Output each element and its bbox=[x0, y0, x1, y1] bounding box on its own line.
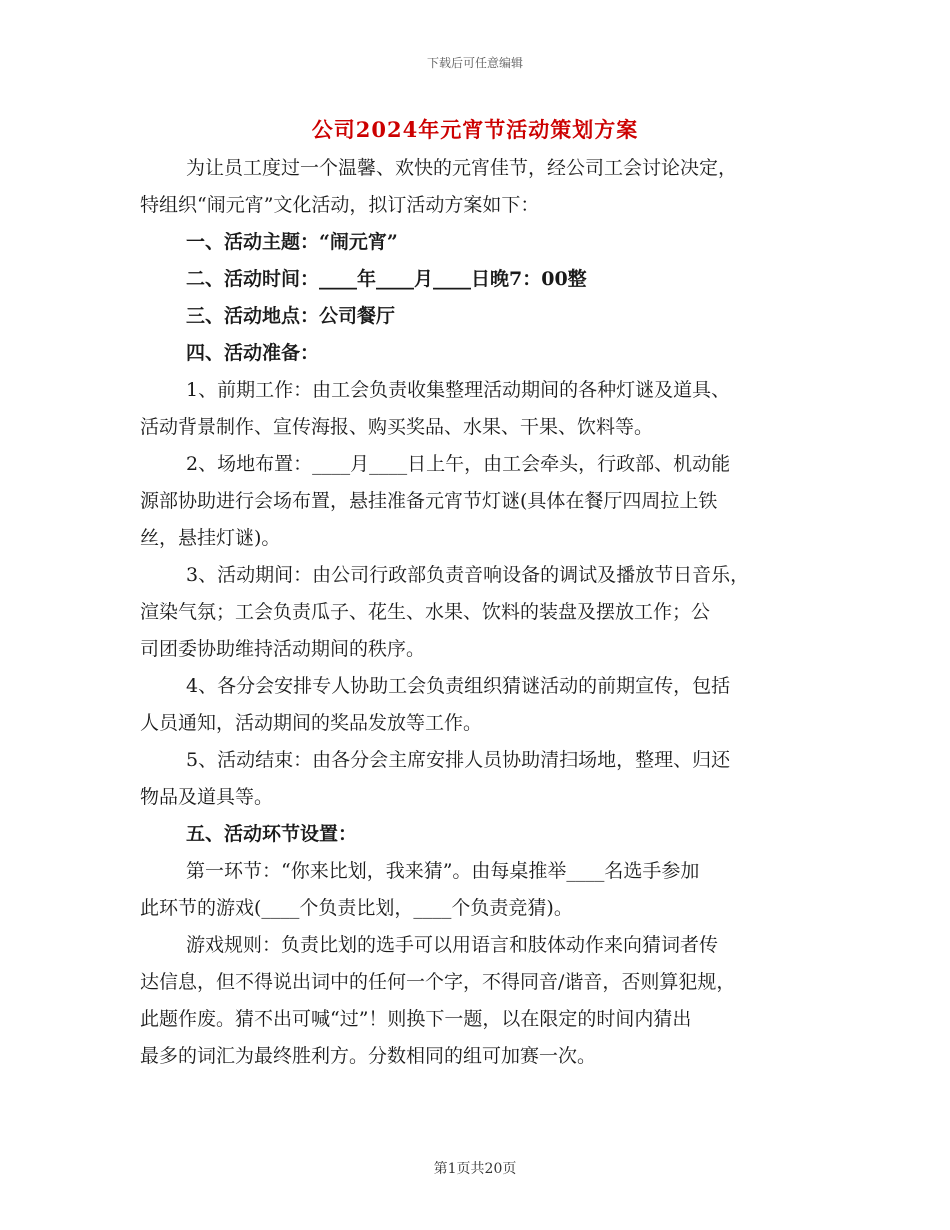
paragraph-line: 丝，悬挂灯谜)。 bbox=[140, 527, 281, 549]
section-heading: 五、活动环节设置： bbox=[186, 823, 358, 845]
section-heading: 四、活动准备： bbox=[186, 342, 320, 364]
paragraph-line: 人员通知，活动期间的奖品发放等工作。 bbox=[140, 712, 483, 734]
document-title: 公司2024年元宵节活动策划方案 bbox=[311, 117, 639, 142]
paragraph-line: 5、活动结束：由各分会主席安排人员协助清扫场地，整理、归还 bbox=[186, 749, 731, 771]
paragraph-line: 特组织“闹元宵”文化活动，拟订活动方案如下： bbox=[140, 194, 540, 216]
paragraph-line: 最多的词汇为最终胜利方。分数相同的组可加赛一次。 bbox=[140, 1045, 597, 1067]
paragraph-line: 1、前期工作：由工会负责收集整理活动期间的各种灯谜及道具、 bbox=[186, 379, 731, 401]
paragraph-line: 司团委协助维持活动期间的秩序。 bbox=[140, 638, 426, 660]
paragraph-line: 第一环节：“你来比划，我来猜”。由每桌推举____名选手参加 bbox=[186, 860, 700, 882]
section-heading: 三、活动地点：公司餐厅 bbox=[186, 305, 396, 327]
paragraph-line: 游戏规则：负责比划的选手可以用语言和肢体动作来向猜词者传 bbox=[186, 934, 719, 956]
paragraph-line: 源部协助进行会场布置，悬挂准备元宵节灯谜(具体在餐厅四周拉上铁 bbox=[140, 490, 718, 512]
paragraph-line: 此环节的游戏(____个负责比划，____个负责竞猜)。 bbox=[140, 897, 573, 919]
page-footer: 第1页共20页 bbox=[433, 1161, 517, 1177]
header-note: 下载后可任意编辑 bbox=[426, 56, 523, 70]
paragraph-line: 达信息，但不得说出词中的任何一个字，不得同音/谐音，否则算犯规， bbox=[140, 971, 736, 993]
paragraph-line: 物品及道具等。 bbox=[140, 786, 274, 808]
paragraph-line: 3、活动期间：由公司行政部负责音响设备的调试及播放节日音乐， bbox=[186, 564, 750, 586]
paragraph-line: 2、场地布置：____月____日上午，由工会牵头，行政部、机动能 bbox=[186, 453, 731, 475]
paragraph-line: 渲染气氛；工会负责瓜子、花生、水果、饮料的装盘及摆放工作；公 bbox=[140, 601, 711, 623]
section-heading: 一、活动主题：“闹元宵” bbox=[186, 231, 398, 253]
document-body bbox=[140, 150, 820, 1075]
paragraph-line: 活动背景制作、宣传海报、购买奖品、水果、干果、饮料等。 bbox=[140, 416, 654, 438]
section-heading: 二、活动时间：____年____月____日晚7：00整 bbox=[186, 268, 587, 290]
paragraph-line: 为让员工度过一个温馨、欢快的元宵佳节，经公司工会讨论决定， bbox=[186, 157, 738, 179]
paragraph-line: 此题作废。猜不出可喊“过”！则换下一题，以在限定的时间内猜出 bbox=[140, 1008, 692, 1030]
paragraph-line: 4、各分会安排专人协助工会负责组织猜谜活动的前期宣传，包括 bbox=[186, 675, 731, 697]
